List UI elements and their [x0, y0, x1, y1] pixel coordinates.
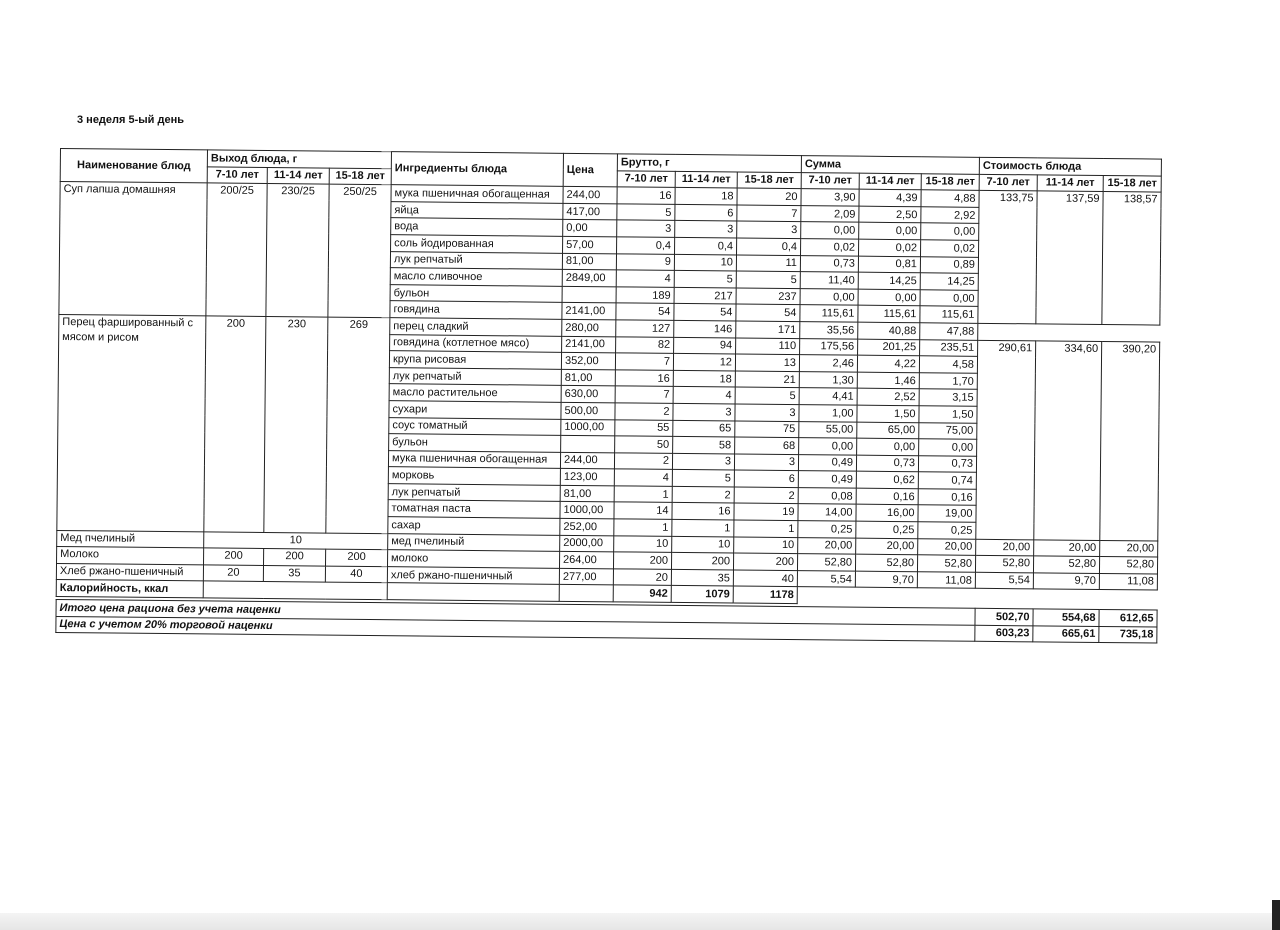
- ingredient-sum: 3,15: [919, 389, 977, 406]
- gross-weight: 5: [735, 387, 799, 404]
- dish-output: 200/25: [206, 183, 267, 316]
- empty-cell: [387, 583, 559, 601]
- ingredient-sum: 55,00: [799, 421, 857, 438]
- ingredient-sum: 52,80: [797, 554, 855, 571]
- header-sum-age-1: 7-10 лет: [801, 172, 859, 189]
- ingredient-sum: 1,00: [799, 405, 857, 422]
- ingredient-sum: 0,74: [918, 472, 976, 489]
- ingredient-sum: 4,88: [921, 190, 979, 207]
- ingredient-sum: 0,00: [921, 223, 979, 240]
- gross-weight: 3: [672, 453, 734, 470]
- ingredient-sum: 0,02: [920, 240, 978, 257]
- gross-weight: 1: [734, 520, 798, 537]
- ingredient-price: 0,00: [563, 220, 617, 237]
- ingredient-sum: 0,00: [919, 439, 977, 456]
- dish-cost: 52,80: [975, 556, 1033, 573]
- gross-weight: 200: [613, 552, 671, 569]
- ingredient-name: мед пчелиный: [388, 533, 560, 551]
- scan-edge-strip: [0, 913, 1280, 930]
- ingredient-name: крупа рисовая: [389, 351, 561, 369]
- gross-weight: 110: [736, 338, 800, 355]
- ingredient-sum: 0,00: [800, 288, 858, 305]
- ingredient-sum: 201,25: [858, 339, 920, 356]
- gross-weight: 4: [673, 387, 735, 404]
- ingredient-sum: 2,09: [801, 205, 859, 222]
- ingredient-price: 1000,00: [561, 419, 615, 436]
- ingredient-sum: 4,58: [919, 356, 977, 373]
- gross-weight: 55: [615, 419, 673, 436]
- ingredient-name: мука пшеничная обогащенная: [391, 185, 563, 203]
- ingredient-sum: 20,00: [798, 537, 856, 554]
- ingredient-sum: 0,16: [856, 488, 918, 505]
- dish-cost: 5,54: [975, 572, 1033, 589]
- ingredient-sum: 115,61: [920, 306, 978, 323]
- ingredient-sum: 0,08: [798, 487, 856, 504]
- gross-weight: 10: [672, 536, 734, 553]
- dish-cost: 52,80: [1033, 556, 1099, 573]
- calories-value: 1178: [733, 586, 797, 603]
- gross-weight: 3: [617, 220, 675, 237]
- gross-weight: 10: [734, 537, 798, 554]
- header-ingredients: Ингредиенты блюда: [391, 152, 563, 187]
- header-gross-age-3: 15-18 лет: [737, 172, 801, 189]
- header-output-age-1: 7-10 лет: [207, 167, 267, 184]
- header-gross-age-2: 11-14 лет: [675, 171, 737, 188]
- empty-cell: [559, 585, 613, 602]
- total-label: Итого цена рациона без учета наценки: [56, 600, 975, 625]
- gross-weight: 5: [674, 271, 736, 288]
- ingredient-name: перец сладкий: [390, 318, 562, 336]
- ingredient-price: 252,00: [560, 518, 614, 535]
- empty-cell: [1036, 324, 1102, 341]
- ingredient-name: хлеб ржано-пшеничный: [387, 567, 559, 585]
- gross-weight: 6: [734, 470, 798, 487]
- ingredient-sum: 0,25: [798, 521, 856, 538]
- gross-weight: 14: [614, 502, 672, 519]
- ingredient-sum: 1,50: [919, 406, 977, 423]
- ingredient-name: лук репчатый: [390, 251, 562, 269]
- gross-weight: 0,4: [617, 237, 675, 254]
- header-output-age-2: 11-14 лет: [267, 167, 329, 184]
- header-gross-age-1: 7-10 лет: [617, 170, 675, 187]
- gross-weight: 3: [735, 404, 799, 421]
- gross-weight: 200: [733, 553, 797, 570]
- ingredient-sum: 14,25: [920, 273, 978, 290]
- gross-weight: 3: [734, 454, 798, 471]
- dish-cost: 9,70: [1033, 573, 1099, 590]
- ingredient-sum: 1,70: [919, 372, 977, 389]
- dish-output: 269: [326, 317, 390, 533]
- ingredient-price: [561, 435, 615, 452]
- ingredient-sum: 0,00: [859, 223, 921, 240]
- ingredient-name: молоко: [387, 550, 559, 568]
- markup-value-15-18: 735,18: [1099, 626, 1157, 643]
- ingredient-sum: 4,41: [799, 388, 857, 405]
- gross-weight: 12: [673, 354, 735, 371]
- gross-weight: 54: [736, 304, 800, 321]
- ingredient-name: говядина: [390, 301, 562, 319]
- gross-weight: 3: [675, 221, 737, 238]
- dish-output: 20: [203, 565, 263, 582]
- ingredient-sum: 3,90: [801, 189, 859, 206]
- ingredient-sum: 2,52: [857, 388, 919, 405]
- ingredient-sum: 0,00: [801, 222, 859, 239]
- ingredient-sum: 75,00: [919, 422, 977, 439]
- ingredient-sum: 1,30: [799, 371, 857, 388]
- ingredient-name: томатная паста: [388, 500, 560, 518]
- calories-value: 1079: [671, 586, 733, 603]
- gross-weight: 2: [734, 487, 798, 504]
- gross-weight: 1: [614, 519, 672, 536]
- gross-weight: 5: [672, 470, 734, 487]
- ingredient-name: соус томатный: [389, 417, 561, 435]
- ingredient-sum: 0,00: [799, 438, 857, 455]
- ingredient-sum: 9,70: [855, 571, 917, 588]
- dish-cost: 52,80: [1099, 557, 1157, 574]
- ingredient-sum: 0,49: [798, 454, 856, 471]
- ingredient-sum: 20,00: [856, 538, 918, 555]
- ingredient-sum: 14,25: [858, 272, 920, 289]
- empty-cell: [978, 323, 1036, 340]
- ingredient-sum: 0,25: [918, 522, 976, 539]
- gross-weight: 21: [735, 371, 799, 388]
- ingredient-sum: 0,89: [920, 256, 978, 273]
- gross-weight: 7: [737, 205, 801, 222]
- ingredient-price: 244,00: [563, 187, 617, 204]
- ingredient-price: 500,00: [561, 402, 615, 419]
- ingredient-sum: 115,61: [858, 306, 920, 323]
- ingredient-sum: 1,50: [857, 405, 919, 422]
- markup-label: Цена с учетом 20% торговой наценки: [56, 616, 975, 641]
- ingredient-name: сахар: [388, 517, 560, 535]
- dish-cost: 137,59: [1036, 191, 1103, 324]
- gross-weight: 68: [735, 437, 799, 454]
- dish-cost: 290,61: [976, 340, 1036, 540]
- gross-weight: 171: [736, 321, 800, 338]
- ingredient-sum: 235,51: [920, 339, 978, 356]
- ingredient-name: морковь: [388, 467, 560, 485]
- dish-name: Мед пчелиный: [57, 530, 204, 548]
- gross-weight: 35: [671, 569, 733, 586]
- ingredient-sum: 11,08: [917, 572, 975, 589]
- empty-cell: [203, 581, 387, 599]
- ingredient-sum: 115,61: [800, 305, 858, 322]
- ingredient-sum: 0,02: [801, 239, 859, 256]
- dish-output: 35: [263, 565, 325, 582]
- ingredient-price: 123,00: [560, 469, 614, 486]
- ingredient-sum: 0,00: [920, 290, 978, 307]
- ingredient-sum: 2,92: [921, 207, 979, 224]
- dish-output: 200: [326, 549, 388, 566]
- ingredient-sum: 0,16: [918, 489, 976, 506]
- dish-name: Перец фаршированный с мясом и рисом: [57, 314, 206, 531]
- header-cost-age-1: 7-10 лет: [979, 174, 1037, 191]
- dish-output: 10: [204, 532, 388, 550]
- ingredient-sum: 0,00: [858, 289, 920, 306]
- gross-weight: 127: [616, 320, 674, 337]
- gross-weight: 9: [616, 253, 674, 270]
- markup-value-7-10: 603,23: [975, 625, 1033, 642]
- dish-name: Суп лапша домашняя: [59, 182, 207, 316]
- gross-weight: 237: [736, 288, 800, 305]
- ingredient-name: вода: [391, 218, 563, 236]
- ingredient-sum: 11,40: [800, 272, 858, 289]
- gross-weight: 200: [671, 553, 733, 570]
- dish-output: 40: [325, 566, 387, 583]
- dish-cost: 334,60: [1034, 340, 1102, 540]
- gross-weight: 10: [674, 254, 736, 271]
- ingredient-sum: 14,00: [798, 504, 856, 521]
- header-dish-name: Наименование блюд: [60, 149, 207, 184]
- ingredient-sum: 4,39: [859, 189, 921, 206]
- total-value-7-10: 502,70: [975, 608, 1033, 625]
- gross-weight: 3: [737, 221, 801, 238]
- gross-weight: 10: [614, 535, 672, 552]
- gross-weight: 50: [615, 436, 673, 453]
- calories-value: 942: [613, 585, 671, 602]
- markup-value-11-14: 665,61: [1033, 625, 1099, 642]
- gross-weight: 18: [675, 188, 737, 205]
- gross-weight: 0,4: [675, 237, 737, 254]
- gross-weight: 20: [613, 569, 671, 586]
- ingredient-name: бульон: [389, 434, 561, 452]
- dish-cost: 20,00: [1034, 540, 1100, 557]
- ingredient-sum: 0,02: [859, 239, 921, 256]
- gross-weight: 16: [672, 503, 734, 520]
- header-dish-cost: Стоимость блюда: [979, 157, 1161, 175]
- dish-cost: 20,00: [976, 539, 1034, 556]
- ingredient-sum: 52,80: [917, 555, 975, 572]
- ingredient-price: 2141,00: [562, 303, 616, 320]
- gross-weight: 75: [735, 420, 799, 437]
- gross-weight: 18: [673, 370, 735, 387]
- ingredient-name: говядина (котлетное мясо): [390, 334, 562, 352]
- gross-weight: 217: [674, 287, 736, 304]
- ingredient-sum: 35,56: [800, 322, 858, 339]
- ingredient-price: 81,00: [561, 369, 615, 386]
- ingredient-sum: 2,46: [799, 355, 857, 372]
- total-value-11-14: 554,68: [1033, 609, 1099, 626]
- dish-output: 230/25: [266, 184, 329, 317]
- ingredient-sum: 0,62: [856, 471, 918, 488]
- page-title: 3 неделя 5-ый день: [77, 114, 184, 126]
- gross-weight: 189: [616, 287, 674, 304]
- dish-name: Хлеб ржано-пшеничный: [56, 563, 203, 581]
- dish-cost: 11,08: [1099, 573, 1157, 590]
- ingredient-sum: 2,50: [859, 206, 921, 223]
- ingredient-sum: 65,00: [857, 422, 919, 439]
- gross-weight: 2: [614, 453, 672, 470]
- gross-weight: 6: [675, 204, 737, 221]
- header-sum-age-3: 15-18 лет: [921, 173, 979, 190]
- gross-weight: 13: [735, 354, 799, 371]
- ingredient-name: яйца: [391, 201, 563, 219]
- ingredient-sum: 20,00: [918, 538, 976, 555]
- gross-weight: 5: [736, 271, 800, 288]
- gross-weight: 11: [736, 255, 800, 272]
- gross-weight: 19: [734, 503, 798, 520]
- ingredient-sum: 0,81: [858, 256, 920, 273]
- ingredient-price: 630,00: [561, 386, 615, 403]
- ingredient-name: масло растительное: [389, 384, 561, 402]
- ingredient-price: 244,00: [560, 452, 614, 469]
- ingredient-name: лук репчатый: [388, 484, 560, 502]
- dish-output: 250/25: [328, 184, 391, 317]
- ingredient-sum: 4,22: [857, 355, 919, 372]
- ingredient-price: [562, 286, 616, 303]
- dish-output: 200: [264, 549, 326, 566]
- menu-table: [56, 148, 1162, 608]
- ingredient-sum: 0,73: [918, 455, 976, 472]
- dish-cost: 138,57: [1102, 192, 1161, 325]
- gross-weight: 40: [733, 570, 797, 587]
- dish-cost: 20,00: [1100, 540, 1158, 557]
- ingredient-sum: 0,73: [800, 255, 858, 272]
- dish-name: Молоко: [57, 547, 204, 565]
- gross-weight: 2: [672, 486, 734, 503]
- ingredient-sum: 5,54: [797, 570, 855, 587]
- gross-weight: 82: [616, 336, 674, 353]
- ingredient-price: 352,00: [561, 352, 615, 369]
- ingredient-price: 280,00: [562, 319, 616, 336]
- ingredient-name: сухари: [389, 401, 561, 419]
- gross-weight: 7: [615, 353, 673, 370]
- ingredient-sum: 19,00: [918, 505, 976, 522]
- gross-weight: 4: [616, 270, 674, 287]
- ingredient-sum: 0,73: [856, 455, 918, 472]
- ingredient-name: лук репчатый: [389, 367, 561, 385]
- ingredient-name: мука пшеничная обогащенная: [388, 450, 560, 468]
- gross-weight: 65: [673, 420, 735, 437]
- ingredient-sum: 175,56: [800, 338, 858, 355]
- gross-weight: 54: [674, 304, 736, 321]
- gross-weight: 1: [614, 486, 672, 503]
- ingredient-sum: 0,00: [857, 438, 919, 455]
- empty-cell: [1102, 324, 1160, 341]
- ingredient-price: 1000,00: [560, 502, 614, 519]
- dish-cost: 390,20: [1100, 341, 1160, 541]
- gross-weight: 20: [737, 188, 801, 205]
- ingredient-sum: 0,49: [798, 471, 856, 488]
- ingredient-name: масло сливочное: [390, 268, 562, 286]
- ingredient-name: бульон: [390, 284, 562, 302]
- gross-weight: 16: [617, 187, 675, 204]
- ingredient-price: 277,00: [559, 568, 613, 585]
- header-cost-age-3: 15-18 лет: [1103, 175, 1161, 192]
- gross-weight: 3: [673, 403, 735, 420]
- calories-label: Калорийность, ккал: [56, 580, 203, 598]
- scan-corner-mark: [1272, 900, 1280, 930]
- empty-cell: [797, 587, 1157, 607]
- ingredient-price: 2000,00: [560, 535, 614, 552]
- header-output: Выход блюда, г: [207, 150, 391, 168]
- ingredient-price: 2849,00: [562, 269, 616, 286]
- dish-output: 230: [264, 316, 328, 532]
- ingredient-price: 81,00: [560, 485, 614, 502]
- ingredient-price: 264,00: [559, 552, 613, 569]
- gross-weight: 58: [673, 436, 735, 453]
- gross-weight: 0,4: [737, 238, 801, 255]
- ingredient-sum: 47,88: [920, 323, 978, 340]
- header-cost-age-2: 11-14 лет: [1037, 174, 1103, 191]
- header-price: Цена: [563, 153, 617, 187]
- dish-output: 200: [204, 316, 266, 532]
- gross-weight: 146: [674, 320, 736, 337]
- dish-cost: 133,75: [978, 191, 1037, 324]
- header-gross: Брутто, г: [617, 154, 801, 172]
- gross-weight: 2: [615, 403, 673, 420]
- gross-weight: 7: [615, 386, 673, 403]
- gross-weight: 5: [617, 204, 675, 221]
- header-sum: Сумма: [801, 156, 979, 174]
- gross-weight: 54: [616, 303, 674, 320]
- ingredient-price: 81,00: [562, 253, 616, 270]
- gross-weight: 4: [614, 469, 672, 486]
- ingredient-price: 2141,00: [562, 336, 616, 353]
- gross-weight: 1: [672, 519, 734, 536]
- ingredient-price: 57,00: [563, 236, 617, 253]
- ingredient-sum: 0,25: [856, 521, 918, 538]
- ingredient-sum: 52,80: [855, 554, 917, 571]
- ingredient-sum: 1,46: [857, 372, 919, 389]
- total-value-15-18: 612,65: [1099, 610, 1157, 627]
- ingredient-sum: 16,00: [856, 505, 918, 522]
- ingredient-name: соль йодированная: [391, 235, 563, 253]
- gross-weight: 94: [674, 337, 736, 354]
- gross-weight: 16: [615, 370, 673, 387]
- header-sum-age-2: 11-14 лет: [859, 173, 921, 190]
- header-output-age-3: 15-18 лет: [329, 168, 391, 185]
- menu-sheet: [55, 148, 1162, 644]
- ingredient-price: 417,00: [563, 203, 617, 220]
- ingredient-sum: 40,88: [858, 322, 920, 339]
- dish-output: 200: [204, 548, 264, 565]
